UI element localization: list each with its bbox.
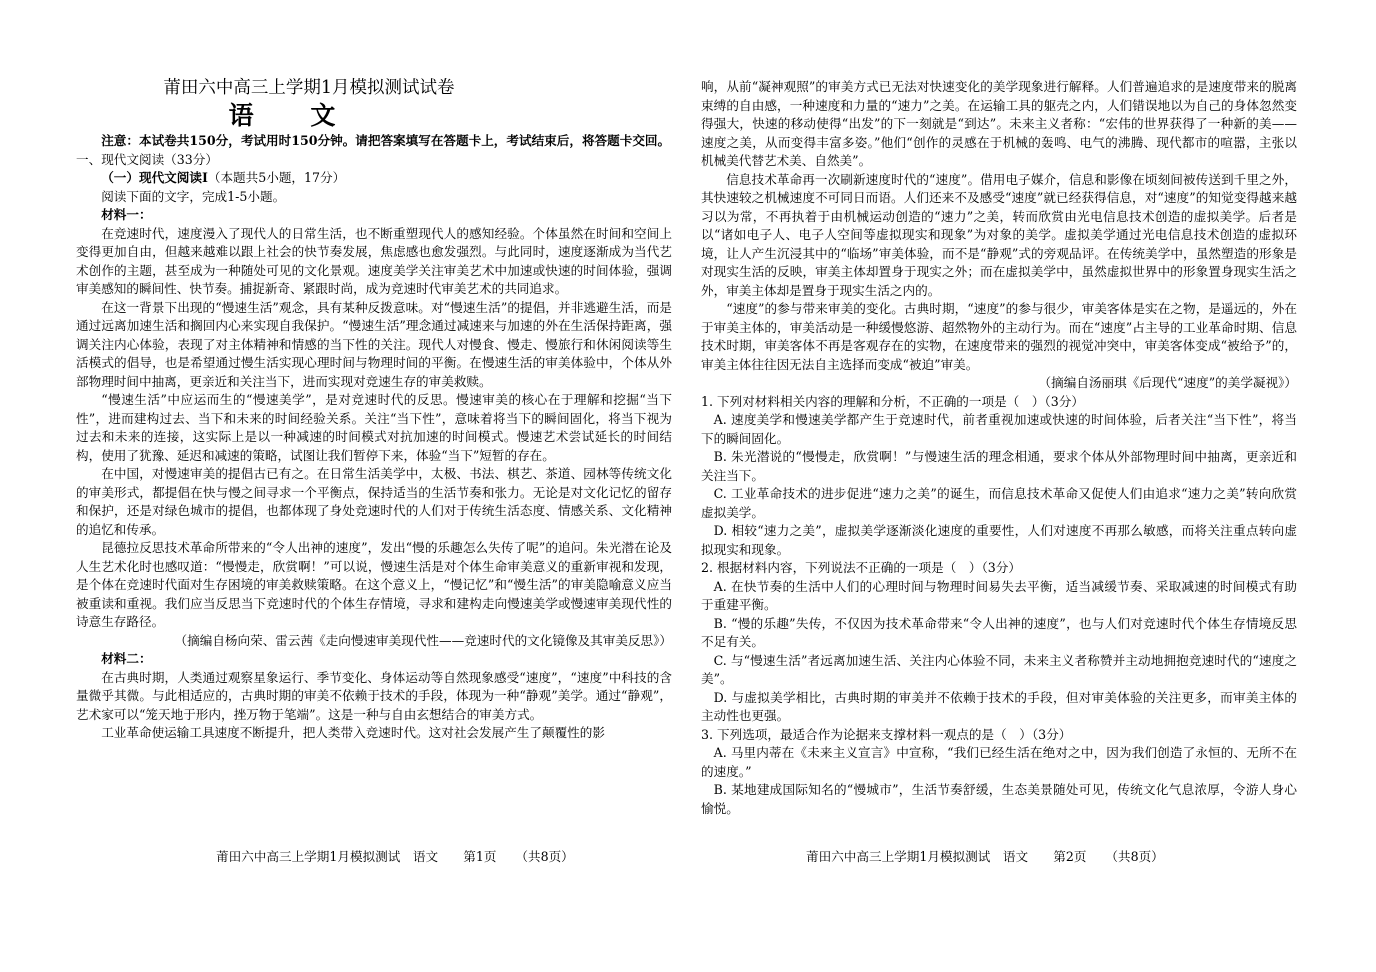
question-2-option-a: A. 在快节奏的生活中人们的心理时间与物理时间易失去平衡，适当减缓节奏、采取减速的时间模式有助于重建平衡。 [701,578,1297,612]
question-2-option-b: B. “慢的乐趣”失传，不仅因为技术革命带来“令人出神的速度”，也与人们对竞速时代个体生存情境反思不足有关。 [701,615,1297,649]
page-1-column [76,76,672,743]
paragraph: 在这一背景下出现的“慢速生活”观念，具有某种反拨意味。对“慢速生活”的提倡，并非逃避生活，而是通过远离加速生活和搁回内心来实现自我保护。“慢速生活”理念通过减速来与加速的外在生活保持距离，强调关注内心体验，表现了对主体精神和情感的当下性的关注。现代人对慢食、慢走、慢旅行和休闲阅读等生活模式的倡导，也是希望通过慢生活实现心理时间与物理时间的平衡。在慢速生活的审美体验中，个体从外部物理时间中抽离，更亲近和关注当下，进而实现对竞速生存的审美救赎。 [76,299,672,389]
question-3-option-b: B. 某地建成国际知名的“慢城市”，生活节奏舒缓，生态美景随处可见，传统文化气息浓厚，令游人身心愉悦。 [701,782,1297,816]
page-2-footer: 莆田六中高三上学期1月模拟测试 语文 第2页 （共8页） [806,849,1164,864]
paragraph: 信息技术革命再一次刷新速度时代的“速度”。借用电子媒介，信息和影像在顷刻间被传送到千里之外，其快速较之机械速度不可同日而语。人们还来不及感受“速度”就已经获得信息，对“速度”的知觉变得越来越习以为常，不再执着于由机械运动创造的“速力”之美，转而欣赏由光电信息技术创造的虚拟美学。后者是以“诸如电子人、电子人空间等虚拟现实和现象”为对象的美学。虚拟美学通过光电信息技术创造的虚拟环境，让人产生沉浸其中的“临场”审美体验，而不是“静观”式的旁观品评。在传统美学中，虽然塑造的形象是对现实生活的反映，审美主体却置身于现实之外；而在虚拟美学中，虽然虚拟世界中的形象置身现实生活之外，审美主体却是置身于现实生活之内的。 [701,171,1297,298]
question-1-option-b: B. 朱光潜说的“慢慢走，欣赏啊！”与慢速生活的理念相通，要求个体从外部物理时间中抽离，更亲近和关注当下。 [701,449,1297,483]
paragraph: “慢速生活”中应运而生的“慢速美学”，是对竞速时代的反思。慢速审美的核心在于理解和挖掘“当下性”，进而建构过去、当下和未来的时间经验关系。关注“当下性”，意味着将当下的瞬间固化，将当下视为过去和未来的连接，这实际上是以一种减速的时间模式对抗加速的时间模式。慢速艺术尝试延长的时间结构，使用了犹豫、延迟和减速的策略，试图让我们暂停下来，体验“当下”短暂的存在。 [76,392,672,463]
paragraph: 响，从前“凝神观照”的审美方式已无法对快速变化的美学现象进行解释。人们普遍追求的是速度带来的脱离束缚的自由感，一种速度和力量的“速力”之美。在运输工具的躯壳之内，人们错误地以为自己的身体忽然变得强大，快速的移动使得“出发”的下一刻就是“到达”。未来主义者称：“宏伟的世界获得了一种新的美——速度之美，从而变得丰富多姿。”他们“创作的灵感在于机械的轰鸣、电气的沸腾、现代都市的喧嚣，主张以机械美代替艺术美、自然美”。 [701,79,1297,168]
question-2-option-d: D. 与虚拟美学相比，古典时期的审美并不依赖于技术的手段，但对审美体验的关注更多，而审美主体的主动性也更强。 [701,689,1297,723]
reading-instruction: 阅读下面的文字，完成1-5小题。 [101,188,286,204]
subsection-label: （一）现代文阅读Ⅰ [101,170,208,185]
subsection-heading [76,169,672,188]
exam-title: 莆田六中高三上学期1月模拟测试试卷 [163,78,455,98]
question-1-option-c: C. 工业革命技术的进步促进“速力之美”的诞生，而信息技术革命又促使人们由追求“速力之美”转向欣赏虚拟美学。 [701,486,1297,520]
question-1-option-a: A. 速度美学和慢速美学都产生于竞速时代，前者重视加速或快速的时间体验，后者关注“当下性”，将当下的瞬间固化。 [701,412,1297,446]
paragraph: 在中国，对慢速审美的提倡古已有之。在日常生活美学中，太极、书法、棋艺、茶道、园林等传统文化的审美形式，都提倡在快与慢之间寻求一个平衡点，保持适当的生活节奏和张力。无论是对文化记忆的留存和保护，还是对绿色城市的提倡，也都体现了身处竞速时代的人们对于传统生活态度、情感关系、文化精神的追忆和传承。 [76,466,672,537]
subject-title: 语 文 [228,101,360,130]
subsection-note: （本题共5小题，17分） [207,170,346,185]
material-2-label: 材料二： [101,651,152,666]
question-2-option-c: C. 与“慢速生活”者远离加速生活、关注内心体验不同，未来主义者称赞并主动地拥抱竞速时代的“速度之美”。 [701,652,1297,686]
page-1-footer: 莆田六中高三上学期1月模拟测试 语文 第1页 （共8页） [216,849,574,864]
paragraph: 昆德拉反思技术革命所带来的“令人出神的速度”，发出“慢的乐趣怎么失传了呢”的追问。朱光潜在论及人生艺术化时也感叹道：“慢慢走，欣赏啊！”可以说，慢速生活是对个体生命审美意义的重新审视和发现，是个体在竞速时代面对生存困境的审美救赎策略。在这个意义上，“慢记忆”和“慢生活”的审美隐喻意义应当被重读和重视。我们应当反思当下竞速时代的个体生存情境，寻求和建构走向慢速美学或慢速审美现代性的诗意生存路径。 [76,540,672,629]
section-heading: 一、现代文阅读（33分） [76,151,218,167]
material-1-source: （摘编自杨向荣、雷云茜《走向慢速审美现代性——竞速时代的文化镜像及其审美反思》） [174,632,672,648]
notice: 注意：本试卷共150分，考试用时150分钟。请把答案填写在答题卡上，考试结束后，将答题卡交回。 [101,133,671,148]
paragraph: 工业革命使运输工具速度不断提升，把人类带入竞速时代。这对社会发展产生了颠覆性的影 [101,725,605,740]
question-3-option-a: A. 马里内蒂在《未来主义宣言》中宣称，“我们已经生活在绝对之中，因为我们创造了永恒的、无所不在的速度。” [701,745,1297,779]
question-2: 2. 根据材料内容，下列说法不正确的一项是（ ）（3分） [701,560,1021,575]
paragraph: “速度”的参与带来审美的变化。古典时期，“速度”的参与很少，审美客体是实在之物，是遥远的，外在于审美主体的，审美活动是一种缓慢悠游、超然物外的主动行为。而在“速度”占主导的工业革命时期、信息技术时期，审美客体不再是客观存在的实物，在速度带来的强烈的视觉冲突中，审美客体变成“被给予”的，审美主体往往因无法自主选择而变成“被迫”审美。 [701,301,1297,372]
material-2-source: （摘编自汤丽琪《后现代“速度”的美学凝视》） [1038,375,1297,390]
page-2-column [701,78,1297,818]
question-1: 1. 下列对材料相关内容的理解和分析，不正确的一项是（ ）（3分） [701,393,1084,409]
material-1-label: 材料一： [101,207,152,222]
paragraph: 在竞速时代，速度漫入了现代人的日常生活，也不断重塑现代人的感知经验。个体虽然在时间和空间上变得更加自由，但越来越难以跟上社会的快节奏发展，焦虑感也愈发强烈。与此同时，速度逐渐成为当代艺术创作的主题，甚至成为一种随处可见的文化景观。速度美学关注审美艺术中加速或快速的时间体验，强调审美感知的瞬间性、快节奏。捕捉新奇、紧跟时尚，成为竞速时代审美艺术的共同追求。 [76,225,672,296]
question-1-option-d: D. 相较“速力之美”，虚拟美学逐渐淡化速度的重要性，人们对速度不再那么敏感，而将关注重点转向虚拟现实和现象。 [701,523,1297,557]
question-3: 3. 下列选项，最适合作为论据来支撑材料一观点的是（ ）（3分） [701,726,1072,742]
paragraph: 在古典时期，人类通过观察星象运行、季节变化、身体运动等自然现象感受“速度”，“速度”中科技的含量微乎其微。与此相适应的，古典时期的审美不依赖于技术的手段，体现为一种“静观”美学。通过“静观”，艺术家可以“笼天地于形内，挫万物于笔端”。这是一种与自由玄想结合的审美方式。 [76,669,672,722]
